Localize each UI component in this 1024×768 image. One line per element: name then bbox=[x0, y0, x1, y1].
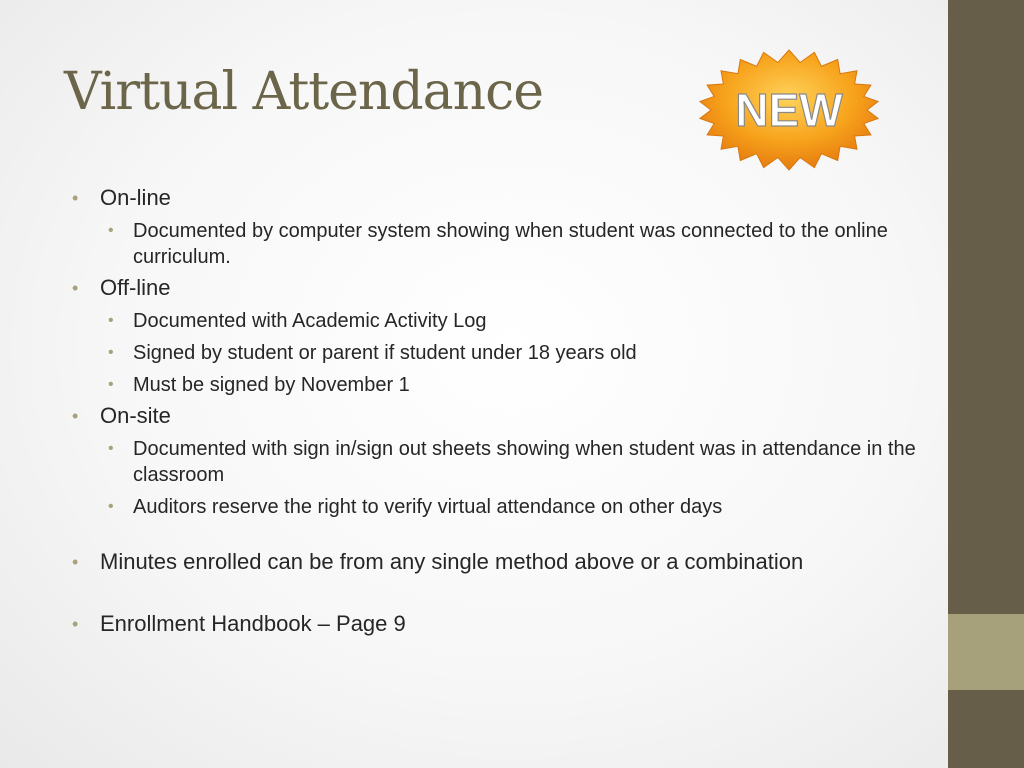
badge-text: NEW bbox=[735, 84, 843, 136]
sub-bullet-onsite-2: • Auditors reserve the right to verify virtual attendance on other days bbox=[72, 494, 932, 520]
sub-bullet-offline-3: • Must be signed by November 1 bbox=[72, 372, 932, 398]
bullet-offline: • Off-line bbox=[72, 274, 932, 302]
slide-title: Virtual Attendance bbox=[64, 62, 544, 122]
new-badge-icon bbox=[696, 48, 882, 172]
bullet-list bbox=[72, 180, 932, 638]
bullet-minutes-enrolled: • Minutes enrolled can be from any single method above or a combination bbox=[72, 548, 932, 576]
bullet-online: • On-line bbox=[72, 184, 932, 212]
sub-bullet-offline-2: • Signed by student or parent if student under 18 years old bbox=[72, 340, 932, 366]
sub-bullet-online-1: • Documented by computer system showing when student was connected to the online curriculum. bbox=[72, 218, 932, 270]
sub-bullet-offline-1: • Documented with Academic Activity Log bbox=[72, 308, 932, 334]
bullet-onsite: • On-site bbox=[72, 402, 932, 430]
sidebar-accent-block bbox=[948, 614, 1024, 690]
sub-bullet-onsite-1: • Documented with sign in/sign out sheets showing when student was in attendance in the classroom bbox=[72, 436, 932, 488]
bullet-enrollment-handbook: • Enrollment Handbook – Page 9 bbox=[72, 610, 932, 638]
